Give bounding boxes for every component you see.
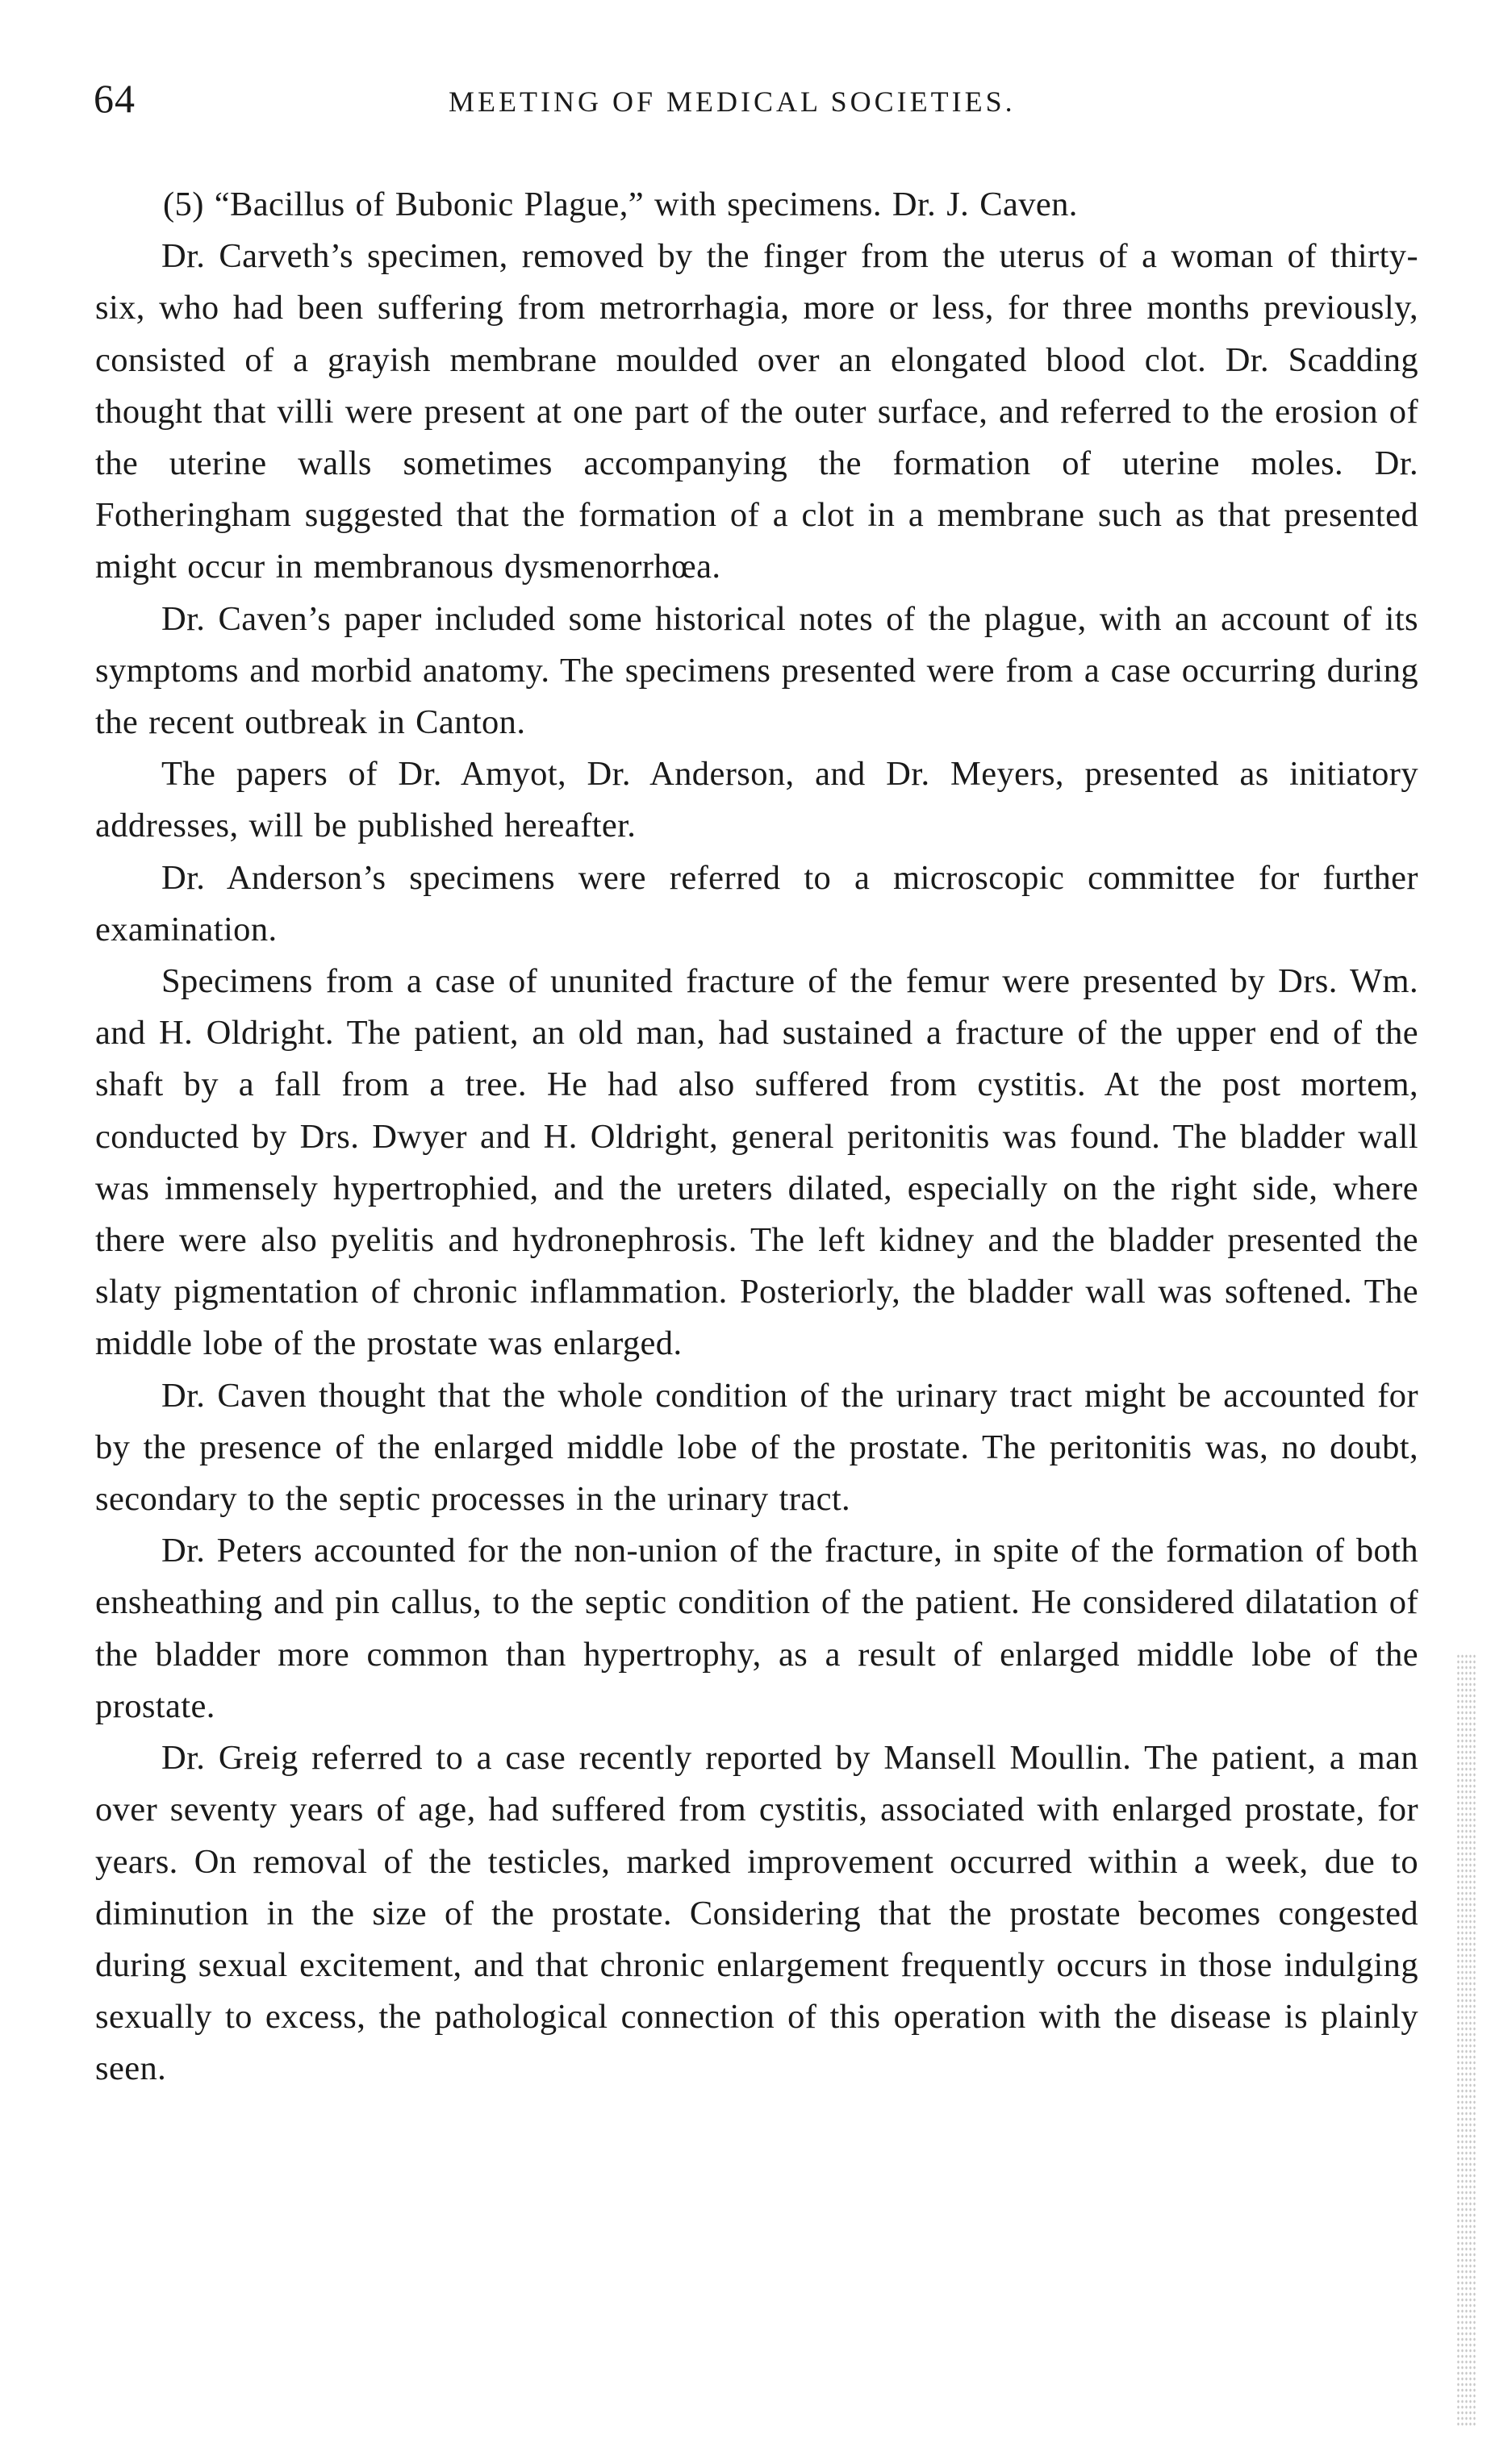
paragraph-femur-fracture-case: Specimens from a case of ununited fracture of the femur were presented by Drs. Wm. and H. Oldright. The patient, an old man, had sustained a fracture of the upper end of the shaft by a fall from a tree. He had also suffered from cystitis. At the post mortem, conducted by Drs. Dwyer and H. Oldright, general peritonitis was found. The bladder wall was immensely hypertrophied, and the ureters dilated, especially on the right side, where there were also pyelitis and hydronephrosis. The left kidney and the bladder presented the slaty pigmentation of chronic inflammation. Posteriorly, the bladder wall was softened. The middle lobe of the prostate was enlarged. — [95, 962, 1418, 1363]
paragraph-caven-paper: Dr. Caven’s paper included some historical notes of the plague, with an account of its symptoms and morbid anatomy. The specimens presented were from a case occurring during the recent outbreak in Canton. — [95, 599, 1418, 742]
paragraph-agenda-item: (5) “Bacillus of Bubonic Plague,” with specimens. Dr. J. Caven. — [163, 186, 1078, 223]
scan-edge-noise — [1456, 1653, 1477, 2428]
paragraph-initiatory-addresses: The papers of Dr. Amyot, Dr. Anderson, and Dr. Meyers, presented as initiatory addresses, will be published hereafter. — [95, 755, 1418, 845]
page-header — [94, 74, 1142, 131]
paragraph-greig-comment: Dr. Greig referred to a case recently reported by Mansell Moullin. The patient, a man over seventy years of age, had suffered from cystitis, associated with enlarged prostate, for years. On removal of the testicles, marked improvement occurred within a week, due to diminution in the size of the prostate. Considering that the prostate becomes congested during sexual excitement, and that chronic enlargement frequently occurs in those indulging sexually to excess, the pathological connection of this operation with the disease is plainly seen. — [95, 1739, 1418, 2088]
paragraph-peters-comment: Dr. Peters accounted for the non-union of the fracture, in spite of the formation of both ensheathing and pin callus, to the septic condition of the patient. He considered dilatation of the bladder more common than hypertrophy, as a result of enlarged middle lobe of the prostate. — [95, 1532, 1418, 1725]
body-text — [95, 179, 1418, 2095]
page-number: 64 — [94, 76, 136, 121]
paragraph-carveth-specimen: Dr. Carveth’s specimen, removed by the finger from the uterus of a woman of thirty-six, who had been suffering from metrorrhagia, more or less, for three months previously, consisted of a grayish membrane moulded over an elongated blood clot. Dr. Scadding thought that villi were present at one part of the outer surface, and referred to the erosion of the uterine walls sometimes accompanying the formation of uterine moles. Dr. Fotheringham suggested that the formation of a clot in a membrane such as that presented might occur in membranous dysmenorrhœa. — [95, 237, 1418, 586]
paragraph-caven-comment: Dr. Caven thought that the whole condition of the urinary tract might be accounted for by the presence of the enlarged middle lobe of the prostate. The peritonitis was, no doubt, secondary to the septic processes in the urinary tract. — [95, 1376, 1418, 1519]
paragraph-anderson-specimens: Dr. Anderson’s specimens were referred to a microscopic committee for further examination. — [95, 858, 1418, 948]
running-head: MEETING OF MEDICAL SOCIETIES. — [449, 85, 1016, 118]
